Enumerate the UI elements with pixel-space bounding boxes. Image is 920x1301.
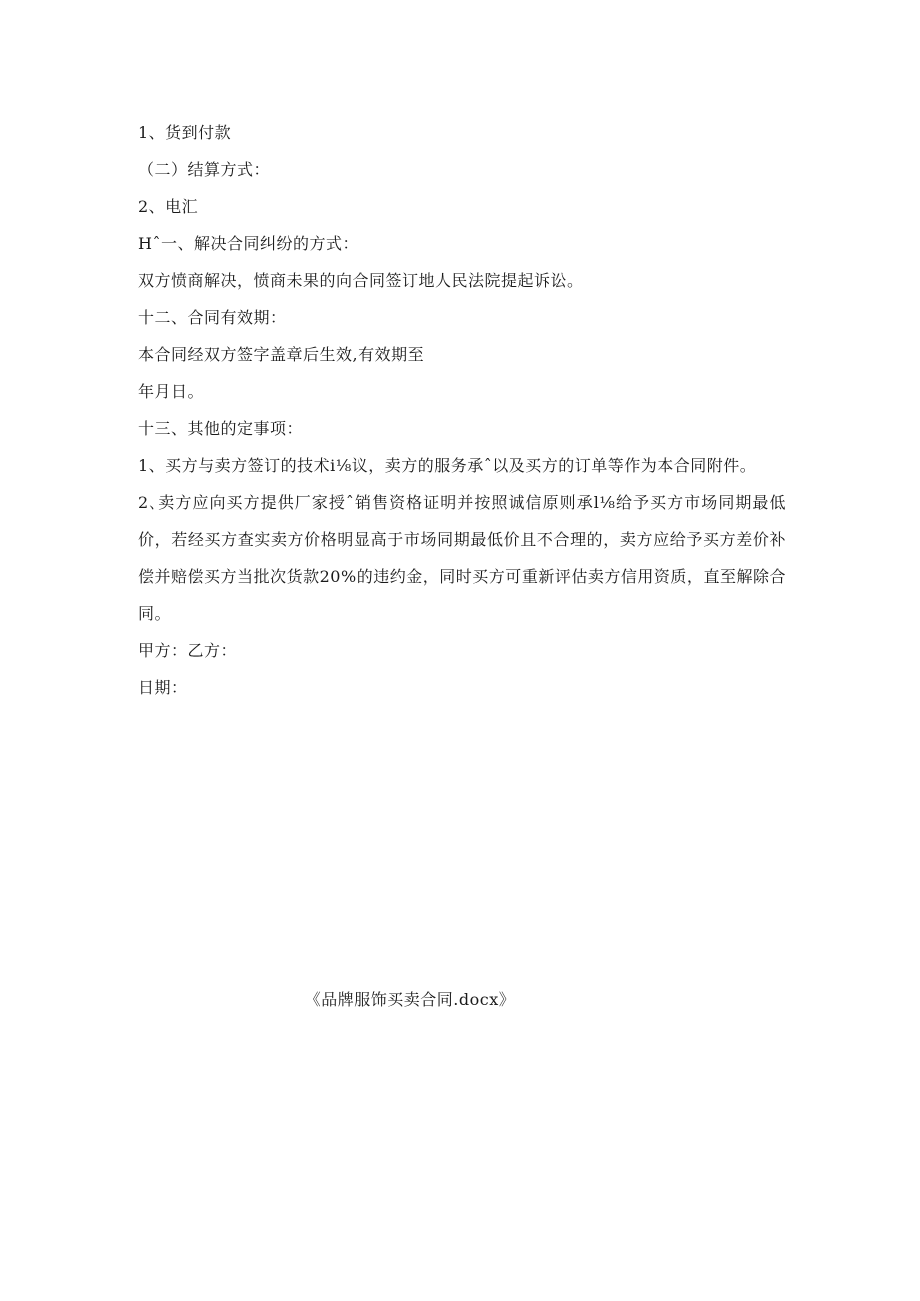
document-filename: 《品牌服饰买卖合同.docx》 xyxy=(304,990,516,1009)
signature-line: 甲方：乙方： xyxy=(138,641,238,660)
payment-item-cod: 1、货到付款 xyxy=(138,123,232,142)
dispute-resolution-heading: Hˆ一、解决合同纠纷的方式： xyxy=(138,234,359,253)
validity-heading: 十二、合同有效期： xyxy=(138,308,287,327)
settlement-method-heading: （二）结算方式： xyxy=(138,160,271,179)
dispute-resolution-text: 双方愤商解决，愤商未果的向合同签订地人民法院提起诉讼。 xyxy=(138,271,584,290)
validity-date: 年月日。 xyxy=(138,382,205,401)
document-body xyxy=(138,114,786,706)
date-line: 日期： xyxy=(138,678,188,697)
validity-text: 本合同经双方签字盖章后生效,有效期至 xyxy=(138,345,425,364)
other-matters-item-1: 1、买方与卖方签订的技术i⅛议，卖方的服务承ˆ以及买方的订单等作为本合同附件。 xyxy=(138,456,757,475)
other-matters-heading: 十三、其他的定事项： xyxy=(138,419,304,438)
payment-item-wire: 2、电汇 xyxy=(138,197,199,216)
other-matters-item-2: 2､卖方应向买方提供厂家授ˆ销售资格证明并按照诚信原则承l⅛给予买方市场同期最低价，若经买方查实卖方价格明显高于市场同期最低价且不合理的，卖方应给予买方差价补偿并赔偿买方当批次货款20%的违约金，同时买方可重新评估卖方信用资质，直至解除合同。 xyxy=(138,493,786,623)
